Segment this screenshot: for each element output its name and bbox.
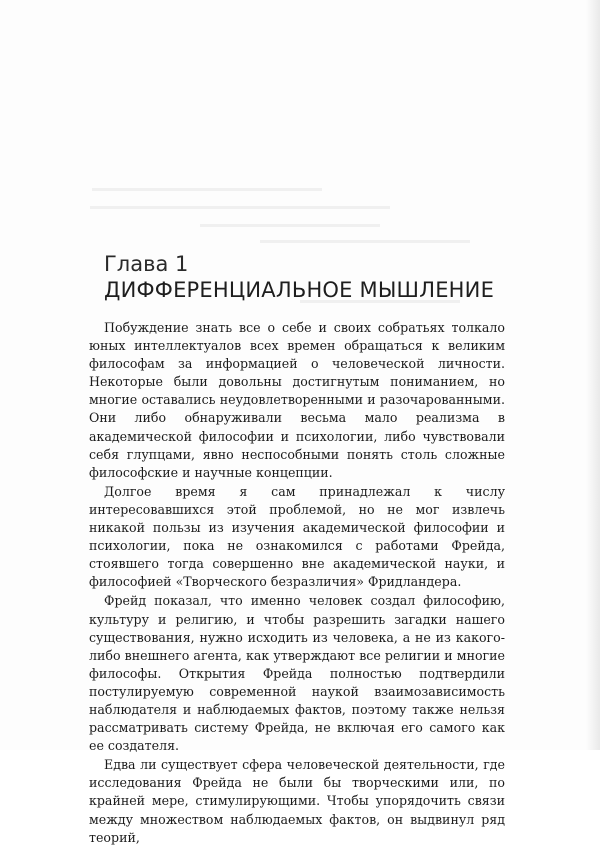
- paragraph: Долгое время я сам принадлежал к числу интересовавшихся этой проблемой, но не мог извлечь никакой пользы из изучения академической философии и психологии, пока не ознакомился с работами Фрейда, стоявшего тогда совершенно вне академической науки, и философией «Творческого безразличия» Фридландера.: [89, 483, 505, 590]
- page-edge-shadow: [586, 0, 600, 750]
- paragraph: Фрейд показал, что именно человек создал философию, культуру и религию, и чтобы разрешить загадки нашего существования, нужно исходить из человека, а не из какого-либо внешнего агента, как утверждают все религии и многие философы. Открытия Фрейда полностью подтвердили постулируемую современной наукой взаимозависимость наблюдателя и наблюдаемых фактов, поэтому также нельзя рассматривать систему Фрейда, не включая его самого как ее создателя.: [89, 593, 505, 754]
- paragraph: Побуждение знать все о себе и своих собратьях толкало юных интеллектуалов всех времен обращаться к великим философам за информацией о человеческой личности. Некоторые были довольны достигнутым пониманием, но многие оставались неудовлетворенными и разочарованными. Они либо обнаруживали весьма мало реализма в академической философии и психологии, либо чувствовали себя глупцами, явно неспособными понять столь сложные философские и научные концепции.: [89, 320, 505, 480]
- chapter-title: ДИФФЕРЕНЦИАЛЬНОЕ МЫШЛЕНИЕ: [104, 278, 495, 302]
- chapter-body: [89, 319, 505, 847]
- bleed-through-line: [92, 188, 322, 191]
- bleed-through-line: [260, 240, 470, 243]
- bleed-through-line: [90, 206, 390, 209]
- chapter-number: Глава 1: [104, 252, 189, 276]
- paragraph: Едва ли существует сфера человеческой деятельности, где исследования Фрейда не были бы творческими или, по крайней мере, стимулирующими. Чтобы упорядочить связи между множеством наблюдаемых фактов, он выдвинул ряд теорий,: [89, 757, 505, 845]
- bleed-through-line: [200, 224, 380, 227]
